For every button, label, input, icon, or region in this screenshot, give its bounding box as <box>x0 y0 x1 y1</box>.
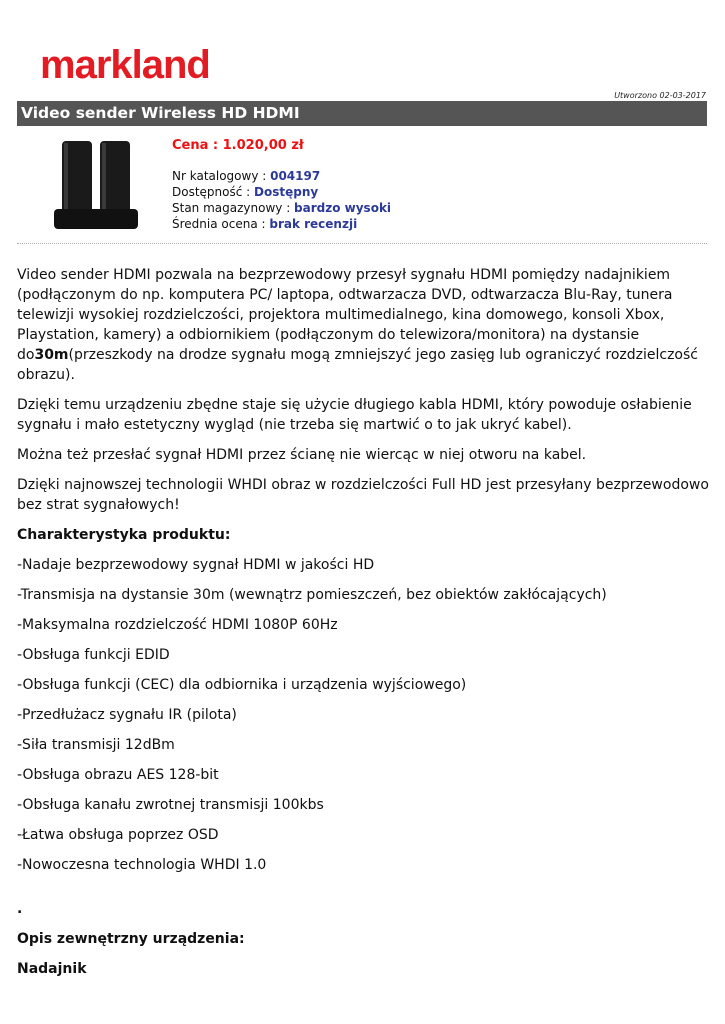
product-title: Video sender Wireless HD HDMI <box>17 101 707 126</box>
catalog-number: Nr katalogowy : 004197 <box>172 169 321 183</box>
rating: Średnia ocena : brak recenzji <box>172 217 358 231</box>
product-image <box>48 135 148 235</box>
intro-paragraph: Video sender HDMI pozwala na bezprzewodowy przesył sygnału HDMI pomiędzy nadajnikiem (podłączonym do np. komputera PC/ laptopa, odtwarzacza DVD, odtwarzacza Blu-Ray, tunera telewizji wysokiej rozdzielczości, projektora multimedialnego, kina domowego, konsoli Xbox, Playstation, kamery) a odbiornikiem (podłączonym do telewizora/monitora) na dystansie do30m(przeszkody na drodze sygnału mogą zmniejszyć jego zasięg lub ograniczyć rozdzielczość obrazu). <box>17 267 698 383</box>
feature-item: -Nadaje bezprzewodowy sygnał HDMI w jakości HD <box>17 557 375 573</box>
features-heading: Charakterystyka produktu: <box>17 527 231 543</box>
paragraph-2: Dzięki temu urządzeniu zbędne staje się użycie długiego kabla HDMI, który powoduje osłabienie sygnału i mało estetyczny wygląd (nie trzeba się martwić o to jak ukryć kabel). <box>17 397 692 433</box>
feature-item: -Przedłużacz sygnału IR (pilota) <box>17 707 237 723</box>
separator-dot: . <box>17 901 23 917</box>
exterior-heading: Opis zewnętrzny urządzenia: <box>17 931 245 947</box>
feature-item: -Transmisja na dystansie 30m (wewnątrz pomieszczeń, bez obiektów zakłócających) <box>17 587 607 603</box>
feature-item: -Łatwa obsługa poprzez OSD <box>17 827 219 843</box>
availability: Dostępność : Dostępny <box>172 185 319 199</box>
feature-item: -Maksymalna rozdzielczość HDMI 1080P 60Hz <box>17 617 338 633</box>
svg-text:markland: markland <box>40 43 210 87</box>
price: Cena : 1.020,00 zł <box>172 138 304 153</box>
feature-item: -Obsługa obrazu AES 128-bit <box>17 767 219 783</box>
feature-item: -Siła transmisji 12dBm <box>17 737 175 753</box>
description <box>17 265 709 989</box>
feature-item: -Nowoczesna technologia WHDI 1.0 <box>17 857 267 873</box>
feature-item: -Obsługa funkcji EDID <box>17 647 170 663</box>
paragraph-4: Dzięki najnowszej technologii WHDI obraz w rozdzielczości Full HD jest przesyłany bezprzewodowo bez strat sygnałowych! <box>17 477 709 513</box>
stock: Stan magazynowy : bardzo wysoki <box>172 201 392 215</box>
feature-item: -Obsługa kanału zwrotnej transmisji 100kbs <box>17 797 324 813</box>
feature-item: -Obsługa funkcji (CEC) dla odbiornika i urządzenia wyjściowego) <box>17 677 467 693</box>
product-info <box>172 138 391 232</box>
transmitter-heading: Nadajnik <box>17 961 87 977</box>
paragraph-3: Można też przesłać sygnał HDMI przez ścianę nie wiercąc w niej otworu na kabel. <box>17 447 587 463</box>
divider <box>17 243 707 244</box>
markland-logo <box>40 40 240 90</box>
created-date: Utworzono 02-03-2017 <box>614 91 706 100</box>
